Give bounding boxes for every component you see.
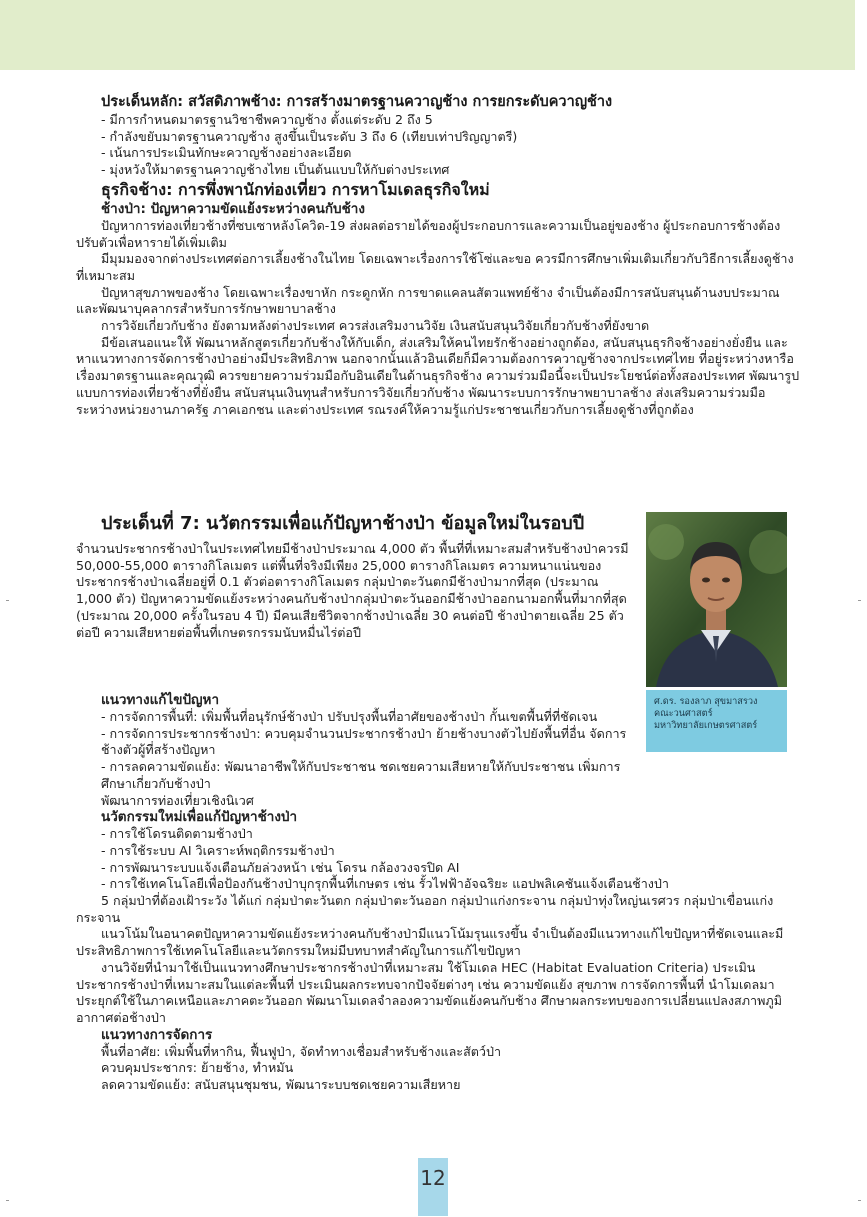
subheading-management: แนวทางการจัดการ <box>101 1026 213 1043</box>
paragraph: การวิจัยเกี่ยวกับช้าง ยังตามหลังต่างประเทศ ควรส่งเสริมงานวิจัย เงินสนับสนุนวิจัยเกี่ยวกับช้างที่ยังขาด <box>101 318 650 334</box>
section-innovation-body <box>76 692 796 1094</box>
section-welfare <box>76 92 801 418</box>
list-item: - การจัดการประชากรช้างป่า: ควบคุมจำนวนประชากรช้างป่า ย้ายช้างบางตัวไปยังพื้นที่อื่น จัดการช้างตัวผู้ที่สร้างปัญหา <box>101 725 627 758</box>
list-item: ควบคุมประชากร: ย้ายช้าง, ทำหมัน <box>101 1060 294 1076</box>
paragraph: มีมุมมองจากต่างประเทศต่อการเลี้ยงช้างในไทย โดยเฉพาะเรื่องการใช้โซ่และขอ ควรมีการศึกษาเพิ่มเติมเกี่ยวกับวิธีการเลี้ยงดูช้างที่เหมาะสม <box>76 251 794 283</box>
list-item: - การใช้โดรนติดตามช้างป่า <box>101 826 253 842</box>
caption-faculty: คณะวนศาสตร์ <box>654 708 713 719</box>
crop-mark <box>858 1200 861 1201</box>
subheading-innovations: นวัตกรรมใหม่เพื่อแก้ปัญหาช้างป่า <box>101 809 298 826</box>
section-innovation-intro <box>76 541 631 641</box>
paragraph: มีข้อเสนอแนะให้ พัฒนาหลักสูตรเกี่ยวกับช้างให้กับเด็ก, ส่งเสริมให้คนไทยรักช้างอย่างถูกต้อง, สนับสนุนธุรกิจช้างอย่างยั่งยืน และหาแนวทางการจัดการช้างป่าอย่างมีประสิทธิภาพ นอกจากนั้นแล้วอินเดียก็มีความต้องการควาญช้างจากประเทศไทย ที่อยู่ระหว่างหารือเรื่องมาตรฐานและคุณวุฒิ ควรขยายความร่วมมือกับอินเดียในด้านธุรกิจช้าง ความร่วมมือนี้จะเป็นประโยชน์ต่อทั้งสองประเทศ พัฒนารูปแบบการท่องเที่ยวช้างที่ยั่งยืน สนับสนุนเงินทุนสำหรับการวิจัยเกี่ยวกับช้าง พัฒนาระบบการรักษาพยาบาลช้าง ส่งเสริมความร่วมมือระหว่างหน่วยงานภาครัฐ ภาคเอกชน และต่างประเทศ รณรงค์ให้ความรู้แก่ประชาชนเกี่ยวกับการเลี้ยงดูช้างที่ถูกต้อง <box>76 334 800 417</box>
header-band <box>0 0 855 70</box>
list-item: - การจัดการพื้นที่: เพิ่มพื้นที่อนุรักษ์ช้างป่า ปรับปรุงพื้นที่อาศัยของช้างป่า กั้นเขตพื้นที่ที่ชัดเจน <box>101 709 598 724</box>
list-item: - เน้นการประเมินทักษะควาญช้างอย่างละเอียด <box>101 145 352 161</box>
page-number: 12 <box>418 1158 448 1216</box>
list-item: - กำลังขยับมาตรฐานควาญช้าง สูงขึ้นเป็นระดับ 3 ถึง 6 (เทียบเท่าปริญญาตรี) <box>101 128 518 144</box>
list-item: ลดความขัดแย้ง: สนับสนุนชุมชน, พัฒนาระบบชดเชยความเสียหาย <box>101 1077 461 1093</box>
crop-mark <box>858 600 861 601</box>
subheading-conflict: ช้างป่า: ปัญหาความขัดแย้งระหว่างคนกับช้าง <box>101 200 365 217</box>
crop-mark <box>6 600 9 601</box>
list-item: พื้นที่อาศัย: เพิ่มพื้นที่หากิน, ฟื้นฟูป่า, จัดทำทางเชื่อมสำหรับช้างและสัตว์ป่า <box>101 1043 502 1059</box>
list-item: - การลดความขัดแย้ง: พัฒนาอาชีพให้กับประชาชน ชดเชยความเสียหายให้กับประชาชน เพิ่มการศึกษาเกี่ยวกับช้างป่า <box>101 759 621 791</box>
portrait-photo <box>646 512 787 687</box>
list-item: - การพัฒนาระบบแจ้งเตือนภัยล่วงหน้า เช่น โดรน กล้องวงจรปิด AI <box>101 859 460 875</box>
paragraph: งานวิจัยที่นำมาใช้เป็นแนวทางศึกษาประชากรช้างป่าที่เหมาะสม ใช้โมเดล HEC (Habitat Evaluation Criteria) ประเมินประชากรช้างป่าที่เหมาะสมในแต่ละพื้นที่ ประเมินผลกระทบจากปัจจัยต่างๆ เช่น ความขัดแย้ง สุขภาพ การจัดการพื้นที่ นำโมเดลมาประยุกต์ใช้ในภาคเหนือและภาคตะวันออก พัฒนาโมเดลจำลองความขัดแย้งคนกับช้าง ศึกษาผลกระทบของการเปลี่ยนแปลงสภาพภูมิอากาศต่อช้างป่า <box>76 959 783 1025</box>
paragraph: ปัญหาการท่องเที่ยวช้างที่ซบเซาหลังโควิด-19 ส่งผลต่อรายได้ของผู้ประกอบการและความเป็นอยู่ของช้าง ผู้ประกอบการช้างต้องปรับตัวเพื่อหารายได้เพิ่มเติม <box>76 217 781 250</box>
photo-caption <box>646 690 787 752</box>
paragraph: 5 กลุ่มป่าที่ต้องเฝ้าระวัง ได้แก่ กลุ่มป่าตะวันตก กลุ่มป่าตะวันออก กลุ่มป่าแก่งกระจาน กลุ่มป่าทุ่งใหญ่นเรศวร กลุ่มป่าเขื่อนแก่งกระจาน <box>76 893 774 925</box>
list-item: - มุ่งหวังให้มาตรฐานควาญช้างไทย เป็นต้นแบบให้กับต่างประเทศ <box>101 162 450 178</box>
list-item: - การใช้ระบบ AI วิเคราะห์พฤติกรรมช้างป่า <box>101 842 335 858</box>
paragraph: ปัญหาสุขภาพของช้าง โดยเฉพาะเรื่องขาหัก กระดูกหัก การขาดแคลนสัตวแพทย์ช้าง จำเป็นต้องมีการสนับสนุนด้านงบประมาณและพัฒนาบุคลากรสำหรับการรักษาพยาบาลช้าง <box>76 284 780 317</box>
list-item: พัฒนาการท่องเที่ยวเชิงนิเวศ <box>101 792 254 808</box>
caption-university: มหาวิทยาลัยเกษตรศาสตร์ <box>654 720 758 731</box>
list-item: - มีการกำหนดมาตรฐานวิชาชีพควาญช้าง ตั้งแต่ระดับ 2 ถึง 5 <box>101 112 433 127</box>
paragraph: แนวโน้มในอนาคตปัญหาความขัดแย้งระหว่างคนกับช้างป่ามีแนวโน้มรุนแรงขึ้น จำเป็นต้องมีแนวทางแก้ไขปัญหาที่ชัดเจนและมีประสิทธิภาพการใช้เทคโนโลยีและนวัตกรรมใหม่มีบทบาทสำคัญในการแก้ไขปัญหา <box>76 926 784 959</box>
crop-mark <box>6 1200 9 1201</box>
section-title-welfare: ประเด็นหลัก: สวัสดิภาพช้าง: การสร้างมาตรฐานควาญช้าง การยกระดับควาญช้าง <box>101 94 613 110</box>
subheading-solutions: แนวทางแก้ไขปัญหา <box>101 692 220 708</box>
list-item: - การใช้เทคโนโลยีเพื่อป้องกันช้างป่าบุกรุกพื้นที่เกษตร เช่น รั้วไฟฟ้าอัจฉริยะ แอปพลิเคชันแจ้งเตือนช้างป่า <box>101 876 669 892</box>
portrait-illustration <box>646 512 787 687</box>
section-title-innovation: ประเด็นที่ 7: นวัตกรรมเพื่อแก้ปัญหาช้างป่า ข้อมูลใหม่ในรอบปี <box>101 513 585 534</box>
section-title-business: ธุรกิจช้าง: การพึ่งพานักท่องเที่ยว การหาโมเดลธุรกิจใหม่ <box>101 179 490 199</box>
caption-name: ศ.ดร. รองลาภ สุขมาสรวง <box>654 696 758 707</box>
paragraph: จำนวนประชากรช้างป่าในประเทศไทยมีช้างป่าประมาณ 4,000 ตัว พื้นที่ที่เหมาะสมสำหรับช้างป่าควรมี 50,000-55,000 ตารางกิโลเมตร แต่พื้นที่จริงมีเพียง 25,000 ตารางกิโลเมตร ความหนาแน่นของประชากรช้างป่าเฉลี่ยอยู่ที่ 0.1 ตัวต่อตารางกิโลเมตร กลุ่มป่าตะวันตกมีช้างป่ามากที่สุด (ประมาณ 1,000 ตัว) ปัญหาความขัดแย้งระหว่างคนกับช้างป่ากลุ่มป่าตะวันออกมีช้างป่าออกนามอกพื้นที่มากที่สุด (ประมาณ 20,000 ครั้งในรอบ 4 ปี) มีคนเสียชีวิตจากช้างป่าเฉลี่ย 30 คนต่อปี ช้างป่าตายเฉลี่ย 25 ตัวต่อปี ความเสียหายต่อพื้นที่เกษตรกรรมนับหมื่นไร่ต่อปี <box>76 541 629 640</box>
